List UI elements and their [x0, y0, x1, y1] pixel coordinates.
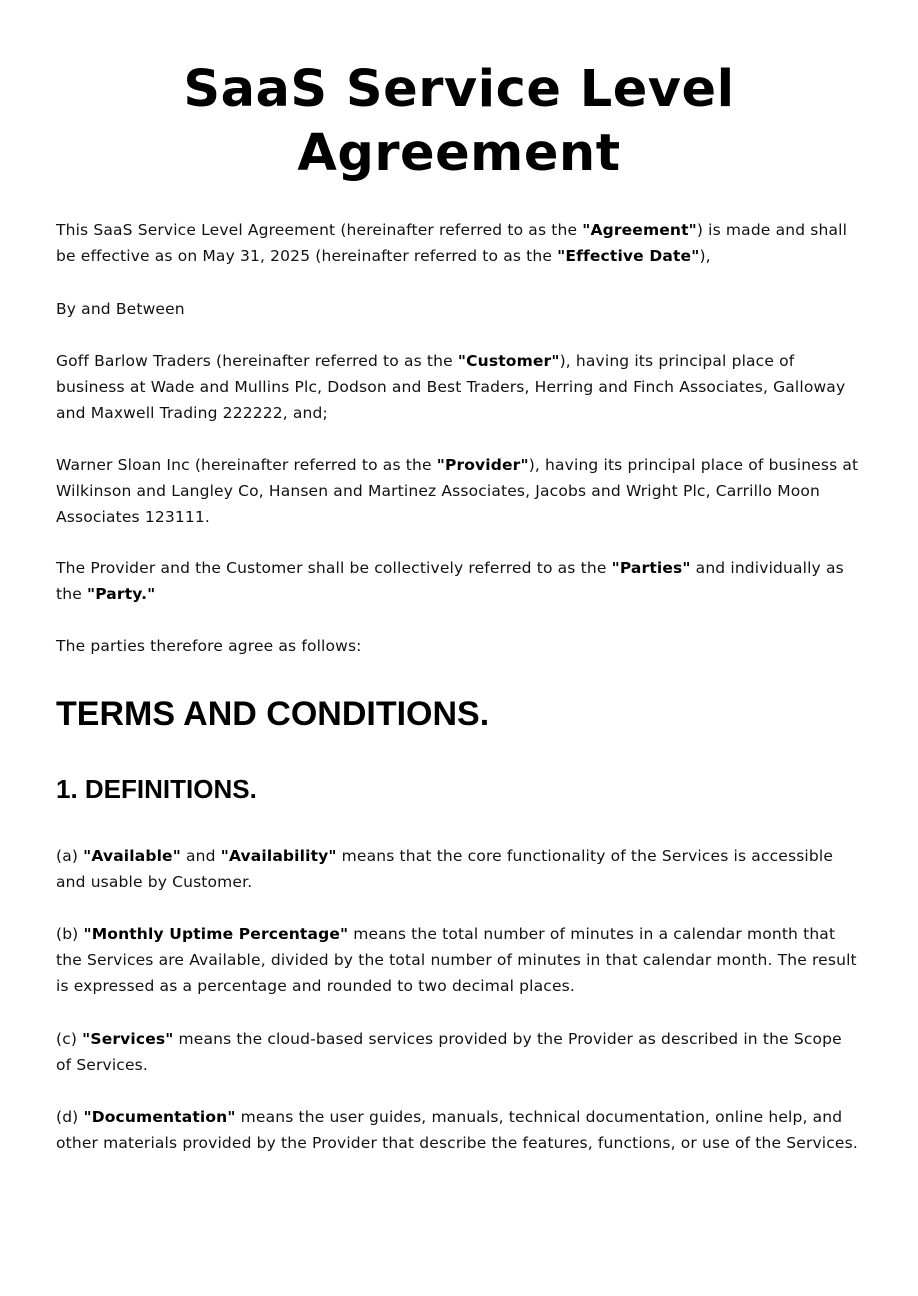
definition-text: means the total number of minutes in a calendar month that the Services are Available, divided by the total number of minutes in that calendar month. The result is expressed as a percentage and rounded to two decimal places.: [56, 925, 857, 995]
definition-marker: (d): [56, 1108, 84, 1126]
definitions-heading: 1. DEFINITIONS.: [56, 774, 257, 804]
customer-text: Goff Barlow Traders (hereinafter referred to as the: [56, 352, 458, 370]
parties-paragraph: [56, 555, 862, 607]
definition-text: means that the core functionality of the Services is accessible and usable by Customer.: [56, 847, 834, 891]
agreement-term: "Agreement": [582, 221, 697, 239]
customer-text: ), having its principal place of business at Wade and Mullins Plc, Dodson and Best Traders, Herring and Finch Associates, Galloway and Maxwell Trading 222222, and;: [56, 352, 846, 422]
terms-heading: TERMS AND CONDITIONS.: [56, 695, 490, 733]
between-paragraph: By and Between: [56, 300, 185, 318]
defined-term: "Available": [83, 847, 181, 865]
parties-text: The Provider and the Customer shall be collectively referred to as the: [56, 559, 612, 577]
definition-marker: (c): [56, 1030, 83, 1048]
party-term: "Party.": [86, 585, 156, 603]
parties-term: "Parties": [611, 559, 691, 577]
definition-item: [56, 843, 862, 895]
provider-paragraph: [56, 452, 862, 530]
parties-text: and individually as the: [56, 559, 844, 603]
definition-text: means the user guides, manuals, technical documentation, online help, and other materials provided by the Provider that describe the features, functions, or use of the Services.: [56, 1108, 858, 1152]
defined-term: "Monthly Uptime Percentage": [83, 925, 349, 943]
customer-term: "Customer": [457, 352, 560, 370]
definition-text: means the cloud-based services provided by the Provider as described in the Scope of Services.: [56, 1030, 842, 1074]
defined-term: "Services": [82, 1030, 174, 1048]
definition-text: and: [180, 847, 221, 865]
definition-marker: (a): [56, 847, 84, 865]
definition-item: [56, 921, 862, 999]
defined-term: "Documentation": [83, 1108, 236, 1126]
agree-paragraph: The parties therefore agree as follows:: [56, 637, 362, 655]
document-title: SaaS Service Level Agreement: [183, 60, 735, 183]
definition-item: [56, 1104, 862, 1156]
intro-text: This SaaS Service Level Agreement (hereinafter referred to as the: [56, 221, 583, 239]
defined-term: "Availability": [220, 847, 337, 865]
provider-text: Warner Sloan Inc (hereinafter referred to as the: [56, 456, 437, 474]
effective-date-term: "Effective Date": [557, 247, 700, 265]
definition-marker: (b): [56, 925, 84, 943]
intro-text: ) is made and shall be effective as on May 31, 2025 (hereinafter referred to as the: [56, 221, 848, 265]
intro-text: ),: [699, 247, 711, 265]
intro-paragraph: [56, 217, 862, 269]
definition-item: [56, 1026, 862, 1078]
provider-text: ), having its principal place of business at Wilkinson and Langley Co, Hansen and Martinez Associates, Jacobs and Wright Plc, Carrillo Moon Associates 123111.: [56, 456, 859, 526]
provider-term: "Provider": [436, 456, 529, 474]
customer-paragraph: [56, 348, 862, 426]
